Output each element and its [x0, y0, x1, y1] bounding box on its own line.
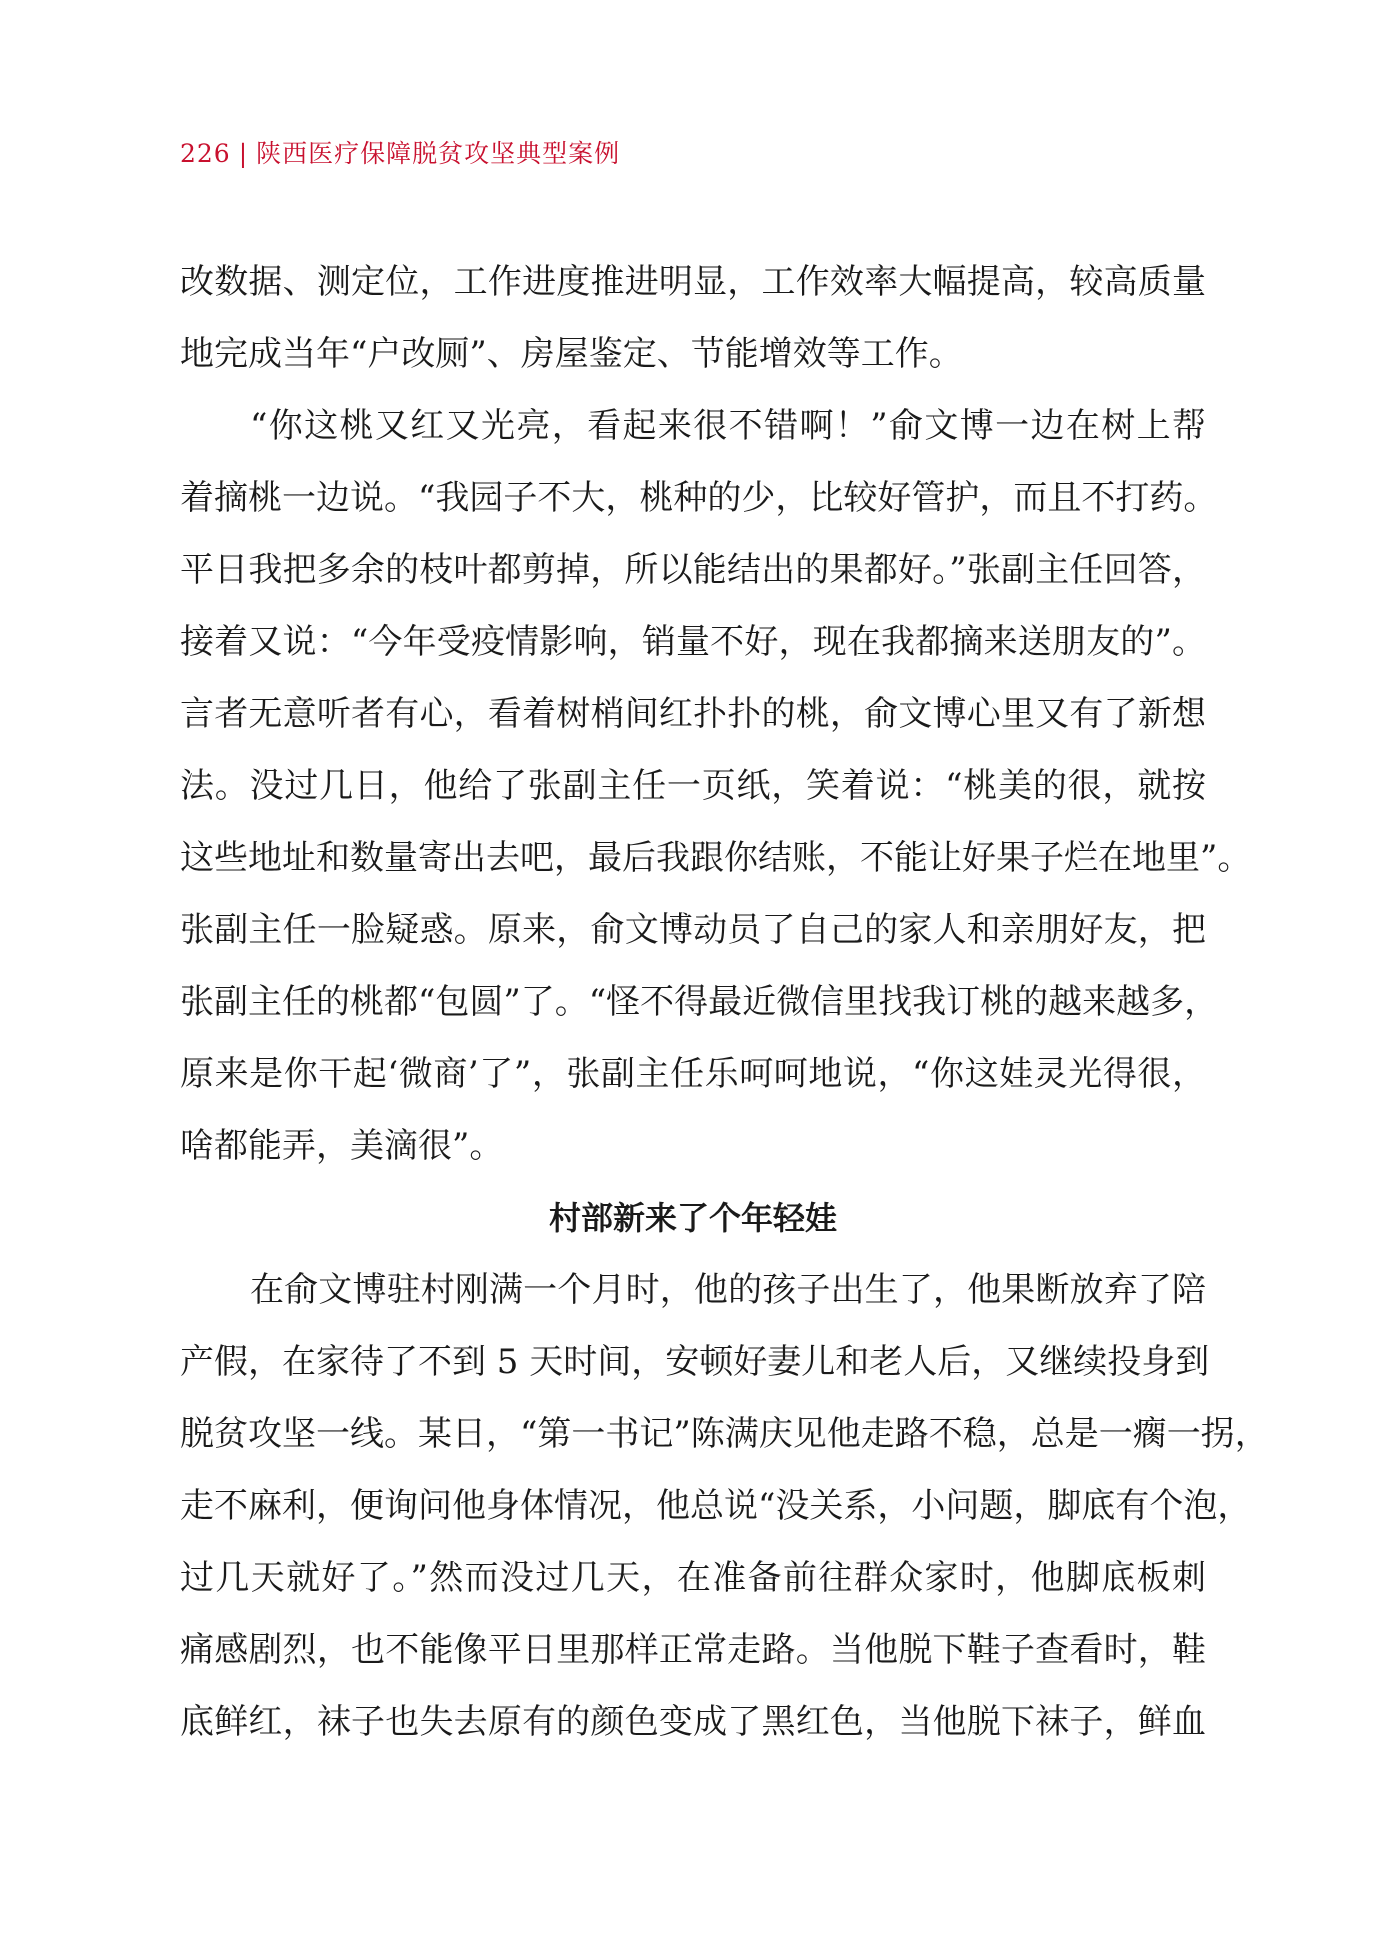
running-header — [180, 134, 620, 170]
text-line: 地完成当年“户改厕”、房屋鉴定、节能增效等工作。 — [180, 334, 963, 374]
text-line: 改数据、测定位，工作进度推进明显，工作效率大幅提高，较高质量 — [180, 262, 1206, 302]
header-separator: | — [238, 139, 249, 168]
text-line: 走不麻利，便询问他身体情况，他总说“没关系，小问题，脚底有个泡， — [180, 1486, 1252, 1526]
text-line: “你这桃又红又光亮，看起来很不错啊！”俞文博一边在树上帮 — [250, 406, 1206, 446]
text-line: 法。没过几日，他给了张副主任一页纸，笑着说：“桃美的很，就按 — [180, 766, 1206, 806]
book-title: 陕西医疗保障脱贫攻坚典型案例 — [256, 139, 621, 168]
text-line: 过几天就好了。”然而没过几天，在准备前往群众家时，他脚底板刺 — [180, 1558, 1206, 1598]
text-line: 底鲜红，袜子也失去原有的颜色变成了黑红色，当他脱下袜子，鲜血 — [180, 1702, 1206, 1742]
text-line: 啥都能弄，美滴很”。 — [180, 1126, 504, 1166]
text-line: 脱贫攻坚一线。某日，“第一书记”陈满庆见他走路不稳，总是一瘸一拐， — [180, 1414, 1269, 1454]
page-number: 226 — [180, 139, 231, 168]
section-heading: 村部新来了个年轻娃 — [548, 1199, 837, 1237]
paragraph-3 — [180, 1254, 1269, 1758]
text-line: 痛感剧烈，也不能像平日里那样正常走路。当他脱下鞋子查看时，鞋 — [180, 1630, 1206, 1670]
text-line: 这些地址和数量寄出去吧，最后我跟你结账，不能让好果子烂在地里”。 — [180, 838, 1252, 878]
paragraph-1 — [180, 246, 1206, 390]
page-body — [180, 246, 1269, 1758]
text-line: 张副主任的桃都“包圆”了。“怪不得最近微信里找我订桃的越来越多， — [180, 982, 1219, 1022]
paragraph-2 — [180, 390, 1252, 1182]
text-line: 平日我把多余的枝叶都剪掉，所以能结出的果都好。”张副主任回答， — [180, 550, 1206, 590]
text-line: 言者无意听者有心，看着树梢间红扑扑的桃，俞文博心里又有了新想 — [180, 694, 1206, 734]
text-line: 着摘桃一边说。“我园子不大，桃种的少，比较好管护，而且不打药。 — [180, 478, 1218, 518]
text-line: 接着又说：“今年受疫情影响，销量不好，现在我都摘来送朋友的”。 — [180, 622, 1206, 662]
text-line: 在俞文博驻村刚满一个月时，他的孩子出生了，他果断放弃了陪 — [250, 1270, 1206, 1310]
text-line: 原来是你干起‘微商’了”，张副主任乐呵呵地说，“你这娃灵光得很， — [180, 1054, 1206, 1094]
text-line: 张副主任一脸疑惑。原来，俞文博动员了自己的家人和亲朋好友，把 — [180, 910, 1206, 950]
text-line: 产假，在家待了不到 5 天时间，安顿好妻儿和老人后，又继续投身到 — [180, 1342, 1210, 1382]
